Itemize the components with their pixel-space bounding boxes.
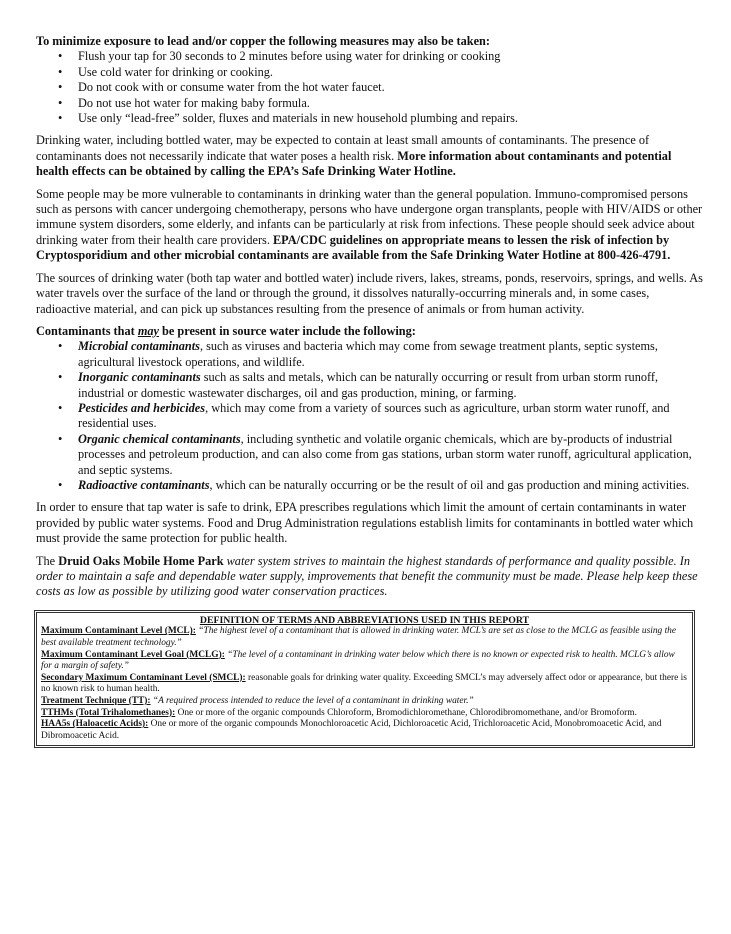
list-item: • Microbial contaminants, such as viruses and bacteria which may come from sewage treatment plants, septic systems, agricultural livestock operations, and wildlife. [58, 339, 658, 369]
definitions-title: DEFINITION OF TERMS AND ABBREVIATIONS USED IN THIS REPORT [199, 614, 530, 626]
bullet-icon: • [58, 111, 63, 126]
list-item: • Do not cook with or consume water from the hot water faucet. [58, 80, 385, 95]
bullet-icon: • [58, 477, 63, 492]
bullet-icon: • [58, 80, 63, 95]
list-item: • Radioactive contaminants, which can be naturally occurring or be the result of oil and gas production and mining activities. [58, 477, 690, 492]
definition-row: HAA5s (Haloacetic Acids): One or more of the organic compounds Monochloroacetic Acid, Dichloroacetic Acid, Trichloroacetic Acid, Monobromoacetic Acid, and Dibromoacetic Acid. [41, 719, 662, 741]
bullet-icon: • [58, 64, 63, 79]
bullet-icon: • [58, 431, 63, 446]
measures-heading: To minimize exposure to lead and/or copper the following measures may also be taken: [36, 34, 490, 48]
definition-row: Treatment Technique (TT): “A required process intended to reduce the level of a contaminant in drinking water.” [41, 695, 474, 706]
paragraph-water-system: The Druid Oaks Mobile Home Park water system strives to maintain the highest standards of performance and quality possible. In order to maintain a safe and dependable water supply, improvements that benefit the community must be made. Please help keep these costs as low as possible by utilizing good water conservation practices. [36, 553, 698, 599]
bullet-icon: • [58, 339, 63, 354]
list-item: • Pesticides and herbicides, which may come from a variety of sources such as agriculture, urban storm water runoff, and residential uses. [58, 400, 670, 431]
paragraph-vulnerable-people: Some people may be more vulnerable to contaminants in drinking water than the general population. Immuno-compromised persons such as persons with cancer undergoing chemotherapy, persons who have undergone organ transplants, people with HIV/AIDS or other immune system disorders, some elderly, and infants can be particularly at risk from infections. These people should seek advice about drinking water from their health care providers. EPA/CDC guidelines on appropriate means to lessen the risk of infection by Cryptosporidium and other microbial contaminants are available from the Safe Drinking Water Hotline at 800-426-4791. [36, 186, 703, 263]
definition-row: Secondary Maximum Contaminant Level (SMCL): reasonable goals for drinking water quality. Exceeding SMCL’s may adversely affect odor or appearance, but there is no known risk to human health. [41, 672, 687, 695]
contaminants-heading: Contaminants that may be present in source water include the following: [36, 323, 416, 338]
paragraph-water-sources: The sources of drinking water (both tap water and bottled water) include rivers, lakes, streams, ponds, reservoirs, springs, and wells. As water travels over the surface of the land or through the ground, it dissolves naturally-occurring minerals and, in some cases, radioactive material, and can pick up substances resulting from the presence of animals or from human activity. [36, 270, 703, 316]
definitions-box [36, 612, 693, 747]
definition-row: Maximum Contaminant Level Goal (MCLG): “The level of a contaminant in drinking water below which there is no known or expected risk to health. MCLG’s allow for a margin of safety.” [41, 649, 675, 672]
list-item: • Flush your tap for 30 seconds to 2 minutes before using water for drinking or cooking [58, 49, 501, 64]
paragraph-epa-regulations: In order to ensure that tap water is safe to drink, EPA prescribes regulations which limit the amount of certain contaminants in water provided by public water systems. Food and Drug Administration regulations establish limits for contaminants in bottled water which must provide the same protection for public health. [36, 500, 694, 546]
bullet-icon: • [58, 95, 63, 110]
bullet-icon: • [58, 49, 63, 64]
bullet-icon: • [58, 370, 63, 385]
definition-row: Maximum Contaminant Level (MCL): “The highest level of a contaminant that is allowed in drinking water. MCL’s are set as close to the MCLG as feasible using the best available treatment technology.” [41, 626, 677, 648]
list-item: • Do not use hot water for making baby formula. [58, 95, 310, 110]
bullet-icon: • [58, 400, 63, 415]
measures-list [36, 49, 703, 126]
paragraph-bottled-water: Drinking water, including bottled water, may be expected to contain at least small amounts of contaminants. The presence of contaminants does not necessarily indicate that water poses a health risk. More information about contaminants and potential health effects can be obtained by calling the EPA’s Safe Drinking Water Hotline. [36, 133, 672, 179]
list-item: • Use cold water for drinking or cooking. [58, 64, 273, 79]
definition-row: TTHMs (Total Trihalomethanes): One or more of the organic compounds Chloroform, Bromodichloromethane, Chlorodibromomethane, and/or Bromoform. [41, 707, 637, 718]
list-item: • Use only “lead-free” solder, fluxes and materials in new household plumbing and repairs. [58, 111, 519, 126]
list-item: • Inorganic contaminants such as salts and metals, which can be naturally occurring or result from urban storm runoff, industrial or domestic wastewater discharges, oil and gas production, mining, or farming. [58, 370, 659, 400]
contaminants-list [36, 339, 703, 493]
list-item: • Organic chemical contaminants, including synthetic and volatile organic chemicals, which are by-products of industrial processes and petroleum production, and can also come from gas stations, urban storm water runoff, agricultural application, and septic systems. [58, 431, 692, 477]
